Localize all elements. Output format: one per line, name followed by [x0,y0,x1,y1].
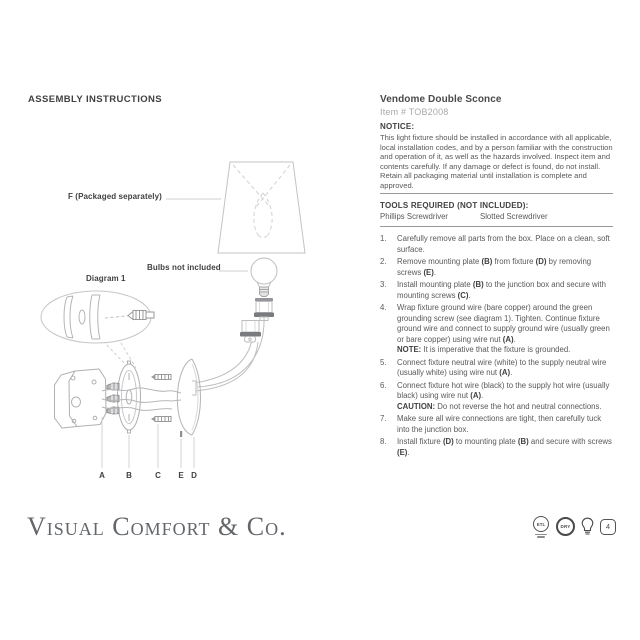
step-number: 6. [380,380,387,390]
instruction-step [380,280,613,301]
part-letter-e: E [178,471,184,480]
page-title: ASSEMBLY INSTRUCTIONS [28,94,163,105]
divider-line [380,226,613,227]
notice-body: This light fixture should be installed in accordance with all applicable, local installation codes, and by a person familiar with the construction and operation of it, as well as the hazards involved. Inspect item and contents carefully. If any damage or defect is found, do not install. Retain all packaging material until installation is complete and approved. [380,133,613,190]
product-item-number: Item # TOB2008 [380,107,449,117]
divider-line [380,193,613,194]
etl-intertek-text-line [535,534,547,536]
part-letter-b: B [126,471,132,480]
step-text: Install fixture (D) to mounting plate (B) and secure with screws (E). [397,437,612,457]
instruction-step [380,414,613,435]
tool-slotted-screwdriver: Slotted Screwdriver [480,212,548,221]
step-text: Connect fixture neutral wire (white) to the supply neutral wire (usually white) using wire nut (A). [397,357,607,377]
certification-icons [532,516,616,538]
step-note: CAUTION: Do not reverse the hot and neutral connections. [397,401,602,411]
bulb-icon [581,517,594,537]
mounting-plate-part-b [118,361,141,433]
step-number: 3. [380,280,387,289]
tool-phillips-screwdriver: Phillips Screwdriver [380,212,449,221]
light-bulb [251,258,277,297]
instruction-step [380,437,613,458]
etl-certification-icon [532,516,550,538]
product-name: Vendome Double Sconce [380,94,502,105]
steps-list [380,234,613,460]
sconce-exploded-diagram [15,135,375,495]
wire-nuts-part-a [107,383,119,414]
step-note: NOTE: It is imperative that the fixture is grounded. [397,345,571,354]
part-letter-d: D [191,471,197,480]
upper-socket [254,298,274,321]
part-letter-c: C [155,471,161,480]
brand-logo: Visual Comfort & Co. [27,512,287,541]
step-number: 5. [380,357,387,367]
step-number: 2. [380,257,387,266]
instruction-step [380,381,613,413]
shade-part-label: F (Packaged separately) [68,192,162,201]
instruction-step [380,257,613,278]
step-text: Remove mounting plate (B) from fixture (D) by removing screws (E). [397,257,592,277]
step-number: 1. [380,234,387,243]
lampshade-part-f [218,162,305,253]
instruction-step [380,234,613,255]
step-text: Connect fixture hot wire (black) to the supply hot wire (usually black) using wire nut (A). CAUTION: Do not reverse the hot and neutral connections. [397,381,613,413]
instruction-step [380,303,613,356]
etl-circle: ETL [533,516,549,532]
step-text: Install mounting plate (B) to the junction box and secure with mounting screws (C). [397,280,606,300]
fixture-backplate-part-d [177,359,200,437]
instruction-step [380,358,613,379]
dry-location-rating-icon: DRY [556,517,575,536]
step-number: 8. [380,437,387,446]
junction-box [55,369,107,428]
step-number: 7. [380,414,387,423]
diagram1-detail [41,291,154,368]
step-text: Carefully remove all parts from the box. Place on a clean, soft surface. [397,234,610,254]
etl-number-text-line [537,536,545,538]
step-text: Wrap fixture ground wire (bare copper) around the green grounding screw (see diagram 1). Tighten. Continue fixture ground wire and connect to supply ground wire (usually green or bare copper) using wire nut (A). NOTE: It is imperative that the fixture is grounded. [397,303,613,356]
mounting-screws-part-c [151,375,171,422]
diagram1-label: Diagram 1 [86,274,126,283]
notice-heading: NOTICE: [380,122,415,131]
lower-socket [240,321,261,343]
tools-required-heading: TOOLS REQUIRED (NOT INCLUDED): [380,201,529,210]
step-text: Make sure all wire connections are tight, then carefully tuck into the junction box. [397,414,602,434]
screw-part-e [180,431,182,437]
part-leader-lines [102,417,194,468]
part-letter-a: A [99,471,105,480]
step-number: 4. [380,303,387,312]
bulbs-note-label: Bulbs not included [147,263,221,272]
page-number-badge: 4 [600,519,616,535]
